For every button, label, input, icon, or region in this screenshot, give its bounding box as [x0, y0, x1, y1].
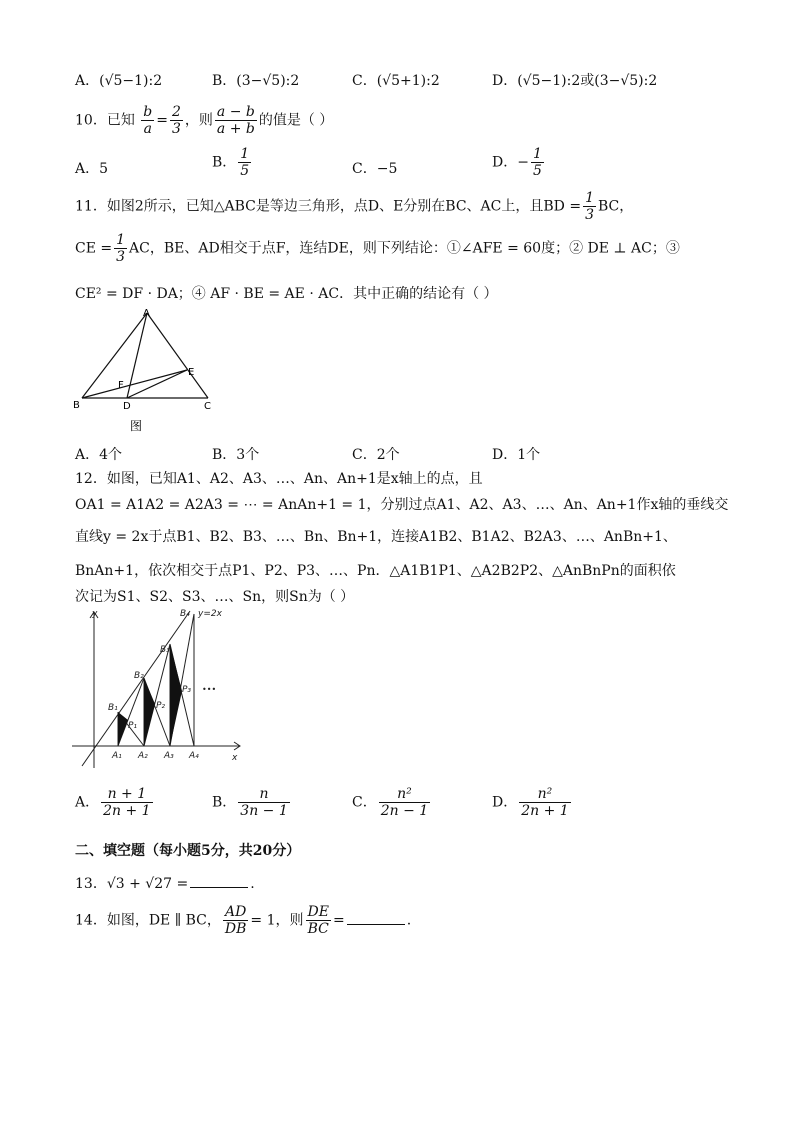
q10-fraction-b-a: $\frac{b}{a}$: [143, 104, 153, 137]
q12-label-p1: P₁: [128, 721, 138, 731]
q10-stem: [75, 104, 333, 137]
q11-option-c: C．2个: [352, 447, 400, 463]
q10-option-b: B． $\frac{1}{5}$: [212, 146, 250, 179]
q11-label-a: A: [143, 308, 150, 319]
q10-number: 10．: [75, 112, 107, 129]
q14-fraction-de-bc: $\frac{DE}{BC}$: [307, 904, 329, 937]
q11-fraction-one-third-2: $\frac{1}{3}$: [116, 232, 126, 265]
q12-label-a3: A₃: [164, 751, 174, 761]
q12-label-y-axis: y: [92, 609, 98, 619]
q12-option-c: C． $\frac{\text{n²}}{2n - 1}$: [352, 786, 429, 819]
q14-answer-blank[interactable]: [347, 910, 405, 925]
q12-label-b4: B₄: [180, 609, 190, 619]
q12-ellipsis: •••: [202, 685, 217, 694]
q9-option-d: D．(√5−1):2或(3−√5):2: [492, 73, 658, 89]
q11-option-a: A．4个: [75, 447, 123, 463]
q11-option-d: D．1个: [492, 447, 541, 463]
q11-figure-caption: 图: [130, 419, 143, 433]
q12-line-2: OA1 = A1A2 = A2A3 = ⋯ = AnAn+1 = 1，分别过点A1、A2、A3、…、An、An+1作x轴的垂线交: [75, 497, 729, 513]
q12-label-b2: B₂: [134, 671, 144, 681]
q12-line-4: BnAn+1，依次相交于点P1、P2、P3、…、Pn．△A1B1P1、△A2B2P2、△AnBnPn的面积依: [75, 563, 676, 579]
q11-triangle-figure: [70, 308, 220, 433]
q11-line-1: 11．如图2所示，已知△ABC是等边三角形，点D、E分别在BC、AC上，且BD = $\frac{1}{3}$ BC，: [75, 190, 634, 223]
q12-label-p2: P₂: [156, 701, 166, 711]
q12-label-a4: A₄: [189, 751, 199, 761]
q10-option-c: C．−5: [352, 161, 398, 177]
q11-label-f: F: [118, 380, 124, 391]
q11-line-3: CE² = DF · DA；④ AF · BE = AE · AC．其中正确的结论有（ ）: [75, 286, 498, 302]
q10-option-a: A．5: [75, 161, 109, 177]
q11-label-b: B: [73, 400, 80, 411]
q11-fraction-one-third: $\frac{1}{3}$: [585, 190, 594, 223]
q14-stem: 14．如图，DE ∥ BC， $\frac{AD}{DB}$ = 1，则 $\frac{DE}{BC}$ = .: [75, 904, 412, 937]
q12-label-a1: A₁: [112, 751, 122, 761]
q14-fraction-ad-db: $\frac{AD}{DB}$: [224, 904, 247, 937]
q10-fraction-expression: $\frac{a - b}{a + b}$: [216, 104, 255, 137]
q10-stem-pre: 已知: [106, 112, 135, 129]
q13-answer-blank[interactable]: [190, 873, 248, 888]
q12-label-a2: A₂: [138, 751, 148, 761]
q12-label-x-axis: x: [232, 753, 238, 763]
q12-line-5: 次记为S1、S2、S3、…、Sn，则Sn为（ ）: [75, 589, 355, 605]
q12-graph-figure: [72, 606, 244, 771]
q10-fraction-2-3: $\frac{2}{3}$: [171, 104, 181, 137]
q10-stem-post: 的值是（ ）: [258, 112, 334, 129]
q9-option-c: C．(√5+1):2: [352, 73, 440, 89]
section-heading-fill-in: 二、填空题（每小题5分，共20分）: [75, 843, 301, 859]
q12-option-a: A． $\frac{n + 1}{2n + 1}$: [75, 786, 151, 819]
q11-option-b: B．3个: [212, 447, 260, 463]
q11-label-e: E: [188, 367, 195, 378]
q12-option-d: D． $\frac{\text{n²}}{2n + 1}$: [492, 786, 569, 819]
q12-label-b1: B₁: [108, 703, 118, 713]
q10-stem-mid: ，则: [184, 112, 213, 129]
q12-label-line: y=2x: [198, 609, 222, 619]
q10-equals: =: [156, 112, 168, 129]
q12-line-3: 直线y = 2x于点B1、B2、B3、…、Bn、Bn+1，连接A1B2、B1A2、B2A3、…、AnBn+1、: [75, 529, 677, 545]
q12-line-1: 12．如图，已知A1、A2、A3、…、An、An+1是x轴上的点，且: [75, 471, 483, 487]
q13-stem: 13．√3 + √27 = .: [75, 873, 255, 893]
q12-label-b3: B₃: [160, 645, 170, 655]
q10-option-d: D．− $\frac{1}{5}$: [492, 146, 542, 179]
q11-label-d: D: [123, 401, 131, 412]
q12-option-b: B． $\frac{n}{3n - 1}$: [212, 786, 288, 819]
q9-option-b: B．(3−√5):2: [212, 73, 300, 89]
q9-option-a: A．(√5−1):2: [75, 73, 163, 89]
q12-label-p3: P₃: [182, 685, 192, 695]
q11-label-c: C: [204, 401, 211, 412]
q11-line-2: CE = $\frac{1}{3}$ AC，BE、AD相交于点F，连结DE，则下列结论：①∠AFE = 60度；② DE ⊥ AC；③: [75, 232, 680, 265]
